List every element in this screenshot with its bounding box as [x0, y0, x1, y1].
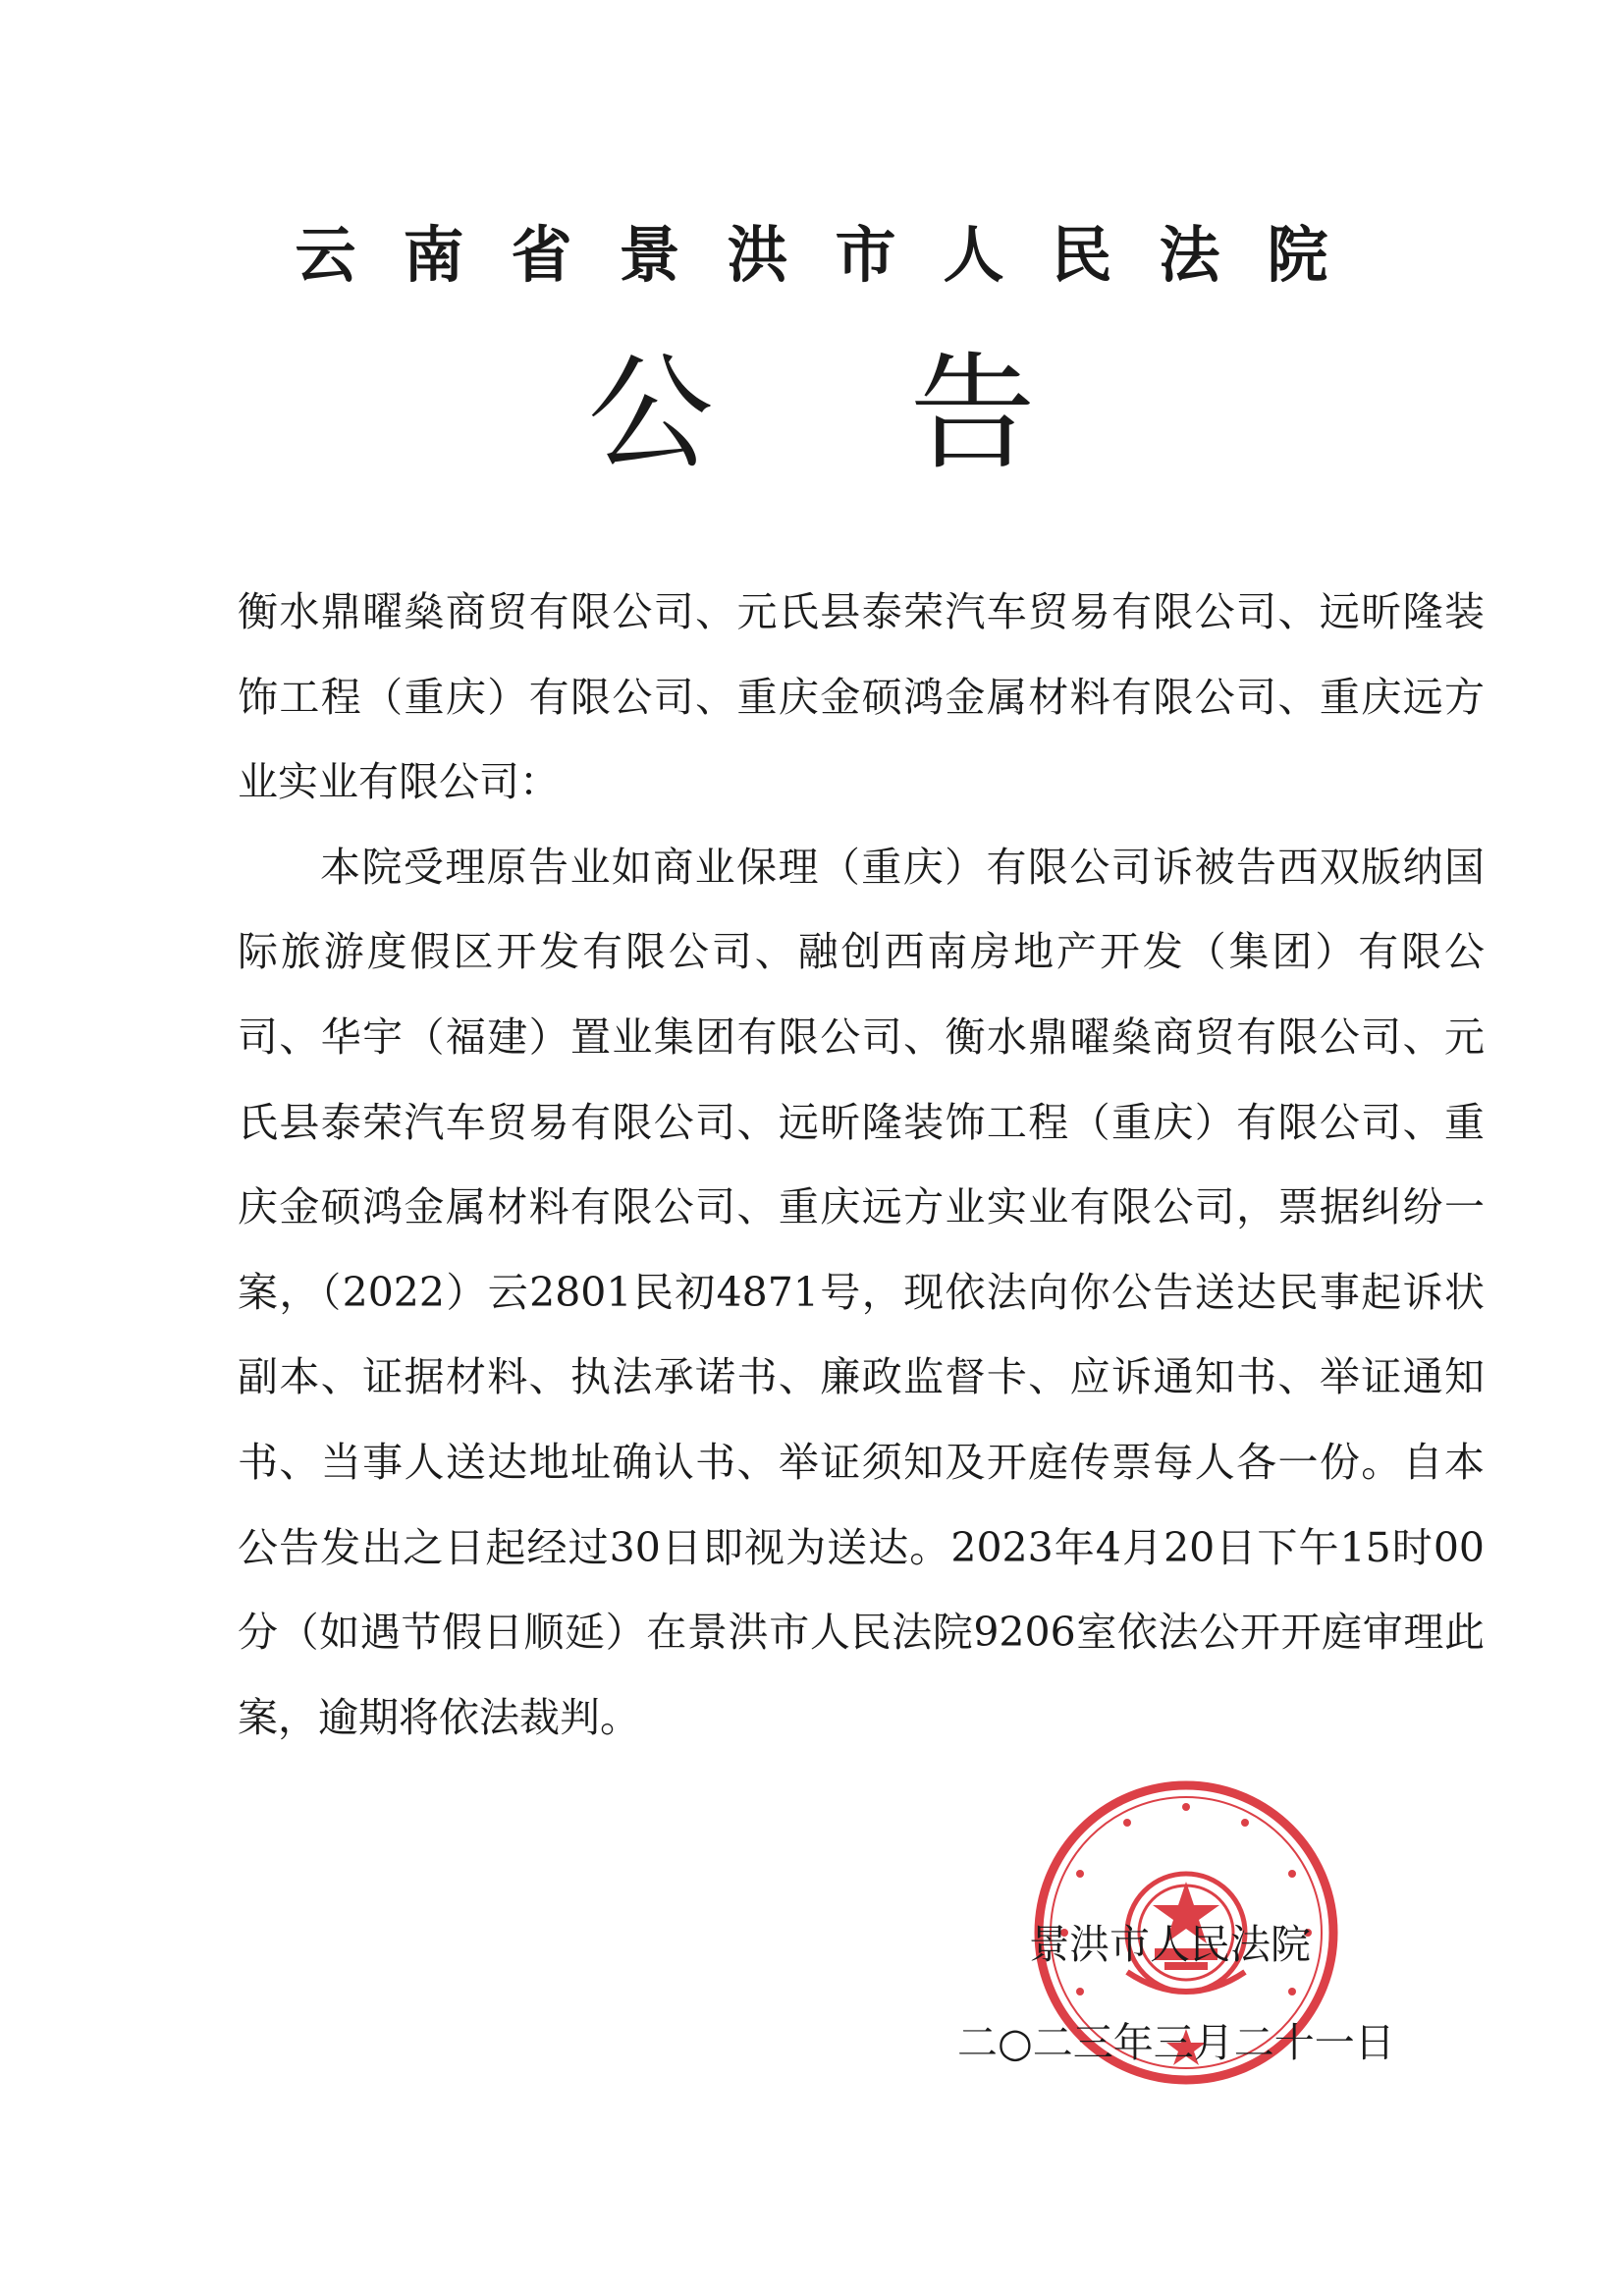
- court-name-heading: 云南省景洪市人民法院: [295, 219, 1376, 291]
- notice-title: 公告: [587, 341, 1232, 487]
- signature-date: 二○二三年三月二十一日: [957, 2019, 1395, 2066]
- addressee-paragraph: 衡水鼎曜燊商贸有限公司、元氏县泰荣汽车贸易有限公司、远昕隆装饰工程（重庆）有限公司、重庆金硕鸿金属材料有限公司、重庆远方业实业有限公司：: [238, 588, 1485, 806]
- notice-body: [238, 570, 1485, 1760]
- notice-content-paragraph: 本院受理原告业如商业保理（重庆）有限公司诉被告西双版纳国际旅游度假区开发有限公司、融创西南房地产开发（集团）有限公司、华宇（福建）置业集团有限公司、衡水鼎曜燊商贸有限公司、元氏县泰荣汽车贸易有限公司、远昕隆装饰工程（重庆）有限公司、重庆金硕鸿金属材料有限公司、重庆远方业实业有限公司，票据纠纷一案，（2022）云2801民初4871号，现依法向你公告送达民事起诉状副本、证据材料、执法承诺书、廉政监督卡、应诉通知书、举证通知书、当事人送达地址确认书、举证须知及开庭传票每人各一份。自本公告发出之日起经过30日即视为送达。2023年4月20日下午15时00分（如遇节假日顺延）在景洪市人民法院9206室依法公开开庭审理此案，逾期将依法裁判。: [238, 843, 1485, 1741]
- signature-court-name: 景洪市人民法院: [1029, 1921, 1311, 1968]
